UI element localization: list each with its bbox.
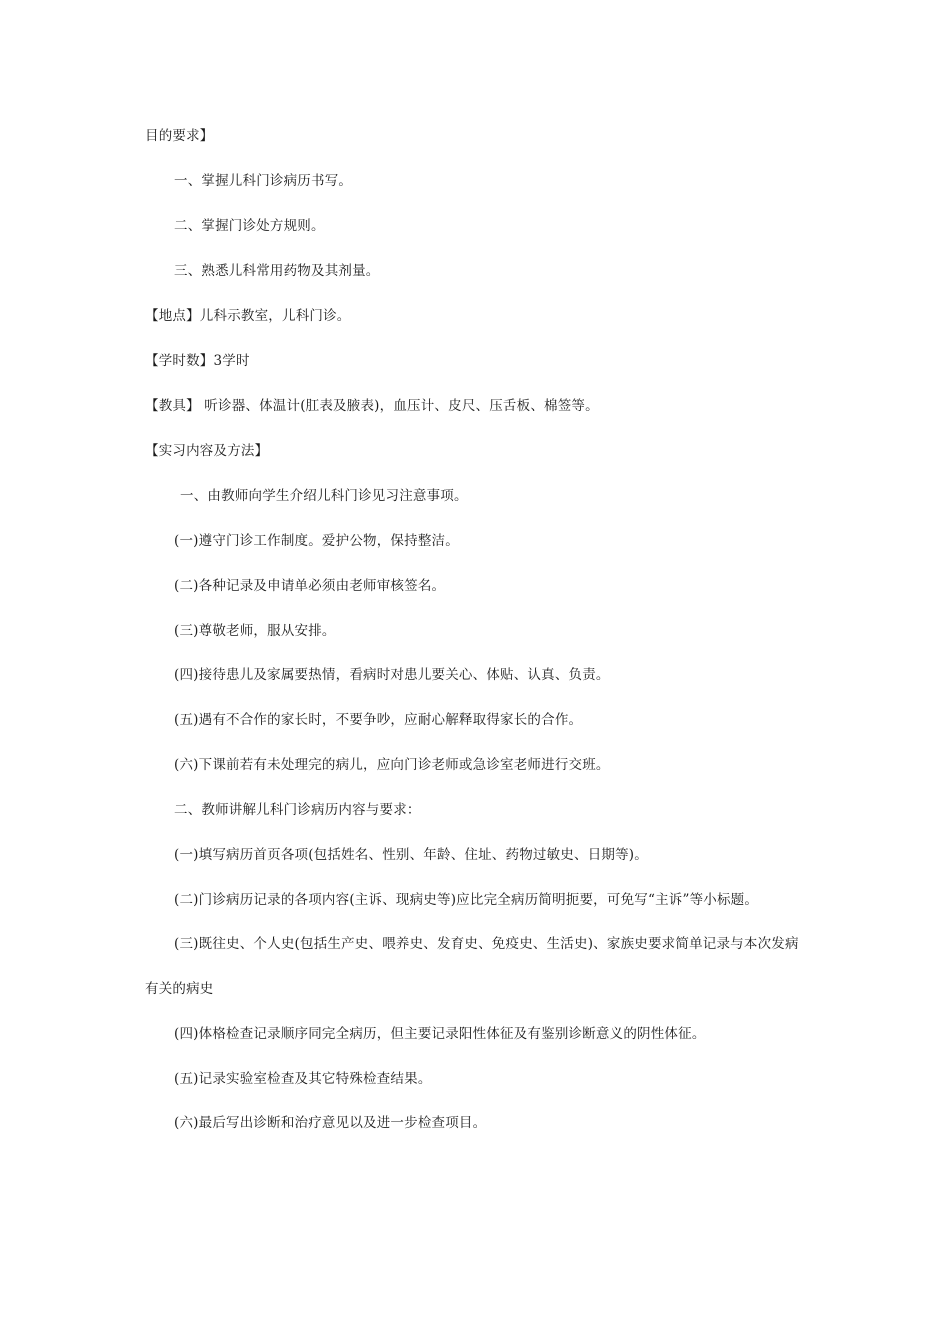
objective-item-2: 二、掌握门诊处方规则。	[174, 218, 325, 234]
content-subitem-2-3-continued: 有关的病史	[145, 981, 214, 997]
content-item-1: 一、由教师向学生介绍儿科门诊见习注意事项。	[180, 488, 468, 504]
content-subitem-1-1: (一)遵守门诊工作制度。爱护公物，保持整洁。	[174, 533, 459, 549]
location-line: 【地点】儿科示教室，儿科门诊。	[145, 308, 351, 324]
content-subitem-1-5: (五)遇有不合作的家长时，不要争吵，应耐心解释取得家长的合作。	[174, 712, 583, 728]
content-subitem-2-2: (二)门诊病历记录的各项内容(主诉、现病史等)应比完全病历简明扼要，可免写“主诉”等小标题。	[174, 892, 759, 908]
content-subitem-2-3: (三)既往史、个人史(包括生产史、喂养史、发育史、免疫史、生活史)、家族史要求简单记录与本次发病	[174, 936, 799, 952]
content-subitem-1-2: (二)各种记录及申请单必须由老师审核签名。	[174, 578, 446, 594]
content-subitem-1-3: (三)尊敬老师，服从安排。	[174, 623, 336, 639]
content-subitem-1-6: (六)下课前若有未处理完的病儿，应向门诊老师或急诊室老师进行交班。	[174, 757, 610, 773]
class-hours-line: 【学时数】3学时	[145, 353, 250, 369]
objective-item-3: 三、熟悉儿科常用药物及其剂量。	[174, 263, 380, 279]
content-subitem-2-1: (一)填写病历首页各项(包括姓名、性别、年龄、住址、药物过敏史、日期等)。	[174, 847, 648, 863]
content-subitem-1-4: (四)接待患儿及家属要热情，看病时对患儿要关心、体贴、认真、负责。	[174, 667, 610, 683]
objective-item-1: 一、掌握儿科门诊病历书写。	[174, 173, 353, 189]
teaching-tools-line: 【教具】 听诊器、体温计(肛表及腋表)，血压计、皮尺、压舌板、棉签等。	[145, 398, 599, 414]
content-subitem-2-5: (五)记录实验室检查及其它特殊检查结果。	[174, 1071, 432, 1087]
section-heading-content: 【实习内容及方法】	[145, 443, 269, 459]
content-subitem-2-6: (六)最后写出诊断和治疗意见以及进一步检查项目。	[174, 1115, 487, 1131]
content-subitem-2-4: (四)体格检查记录顺序同完全病历，但主要记录阳性体征及有鉴别诊断意义的阴性体征。	[174, 1026, 706, 1042]
content-item-2: 二、教师讲解儿科门诊病历内容与要求：	[174, 802, 421, 818]
section-heading-objectives: 目的要求】	[145, 128, 214, 144]
